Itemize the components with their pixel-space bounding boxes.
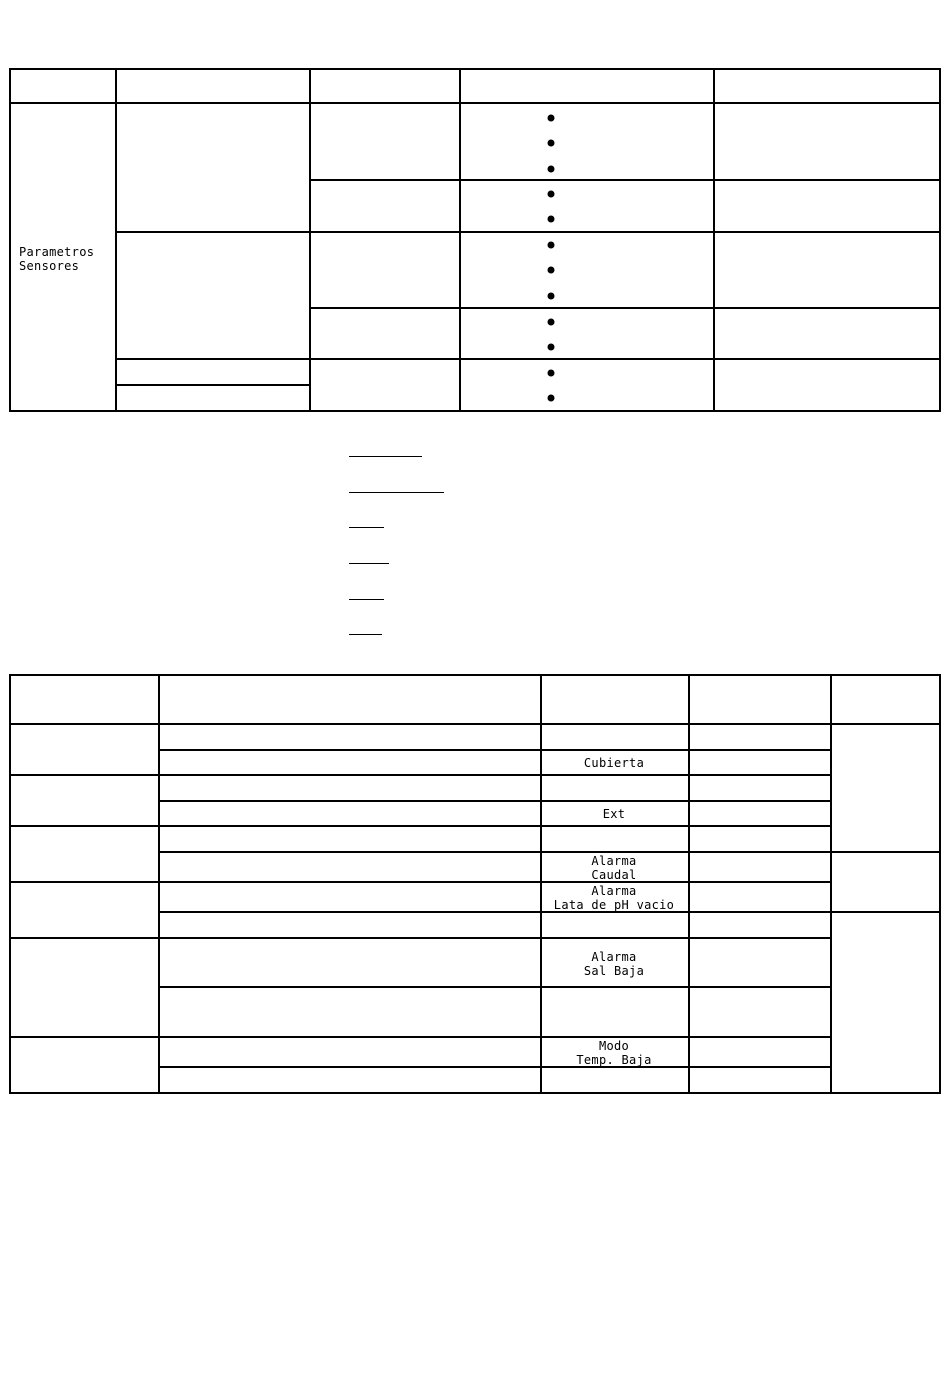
table2-col-divider-4 [830, 674, 832, 1094]
bullet [548, 166, 555, 173]
bullet [548, 216, 555, 223]
table2-last-col-divider [830, 851, 941, 853]
underline-mark [349, 527, 384, 528]
cell-text: Alarma Caudal [591, 854, 637, 882]
table2-group-divider [9, 937, 831, 939]
table2-frame [9, 674, 941, 1094]
text-underline [589, 881, 638, 882]
table2-group-divider [9, 825, 831, 827]
section-label: Parametros Sensores [19, 245, 95, 273]
bullet [548, 242, 555, 249]
table2-header-divider [9, 723, 941, 725]
bullet [548, 267, 555, 274]
table2-col-divider-2 [540, 674, 542, 1094]
underline-mark [349, 456, 422, 457]
table1-row-divider [115, 231, 941, 233]
table2-row-divider [158, 986, 831, 988]
table1-col-divider-3 [459, 68, 461, 412]
bullet [548, 140, 555, 147]
underline-mark [349, 599, 384, 600]
bullet [548, 344, 555, 351]
table2-group-divider [9, 881, 831, 883]
table1-frame [9, 68, 941, 412]
table2-col-divider-1 [158, 674, 160, 1094]
table2-last-col-divider [830, 911, 941, 913]
bullet [548, 395, 555, 402]
bullet [548, 293, 555, 300]
table2-col-divider-3 [688, 674, 690, 1094]
table1-row-divider [309, 179, 941, 181]
bullet [548, 191, 555, 198]
table1-col-divider-4 [713, 68, 715, 412]
bullet [548, 370, 555, 377]
table2-row-divider [158, 749, 831, 751]
cell-text: Cubierta [583, 756, 645, 770]
table1-row-divider [115, 358, 941, 360]
table2-group-divider [9, 774, 831, 776]
table2-row-divider [158, 911, 831, 913]
table1-row-divider [309, 307, 941, 309]
underline-mark [349, 492, 444, 493]
table2-group-divider [9, 1036, 831, 1038]
table1-col-divider-2 [309, 68, 311, 412]
table1-col-divider-1 [115, 68, 117, 412]
underline-mark [349, 634, 382, 635]
table2-row-divider [158, 851, 831, 853]
bullet [548, 319, 555, 326]
table2-row-divider [158, 800, 831, 802]
table2-row-divider [158, 1066, 831, 1068]
table1-row-divider [115, 384, 309, 386]
bullet [548, 115, 555, 122]
underline-mark [349, 563, 389, 564]
cell-text: Ext [602, 807, 626, 821]
cell-text: Alarma Sal Baja [583, 950, 645, 978]
table1-header-divider [9, 102, 941, 104]
cell-text: Alarma Lata de pH vacio [553, 884, 675, 912]
cell-text: Modo Temp. Baja [576, 1039, 652, 1067]
